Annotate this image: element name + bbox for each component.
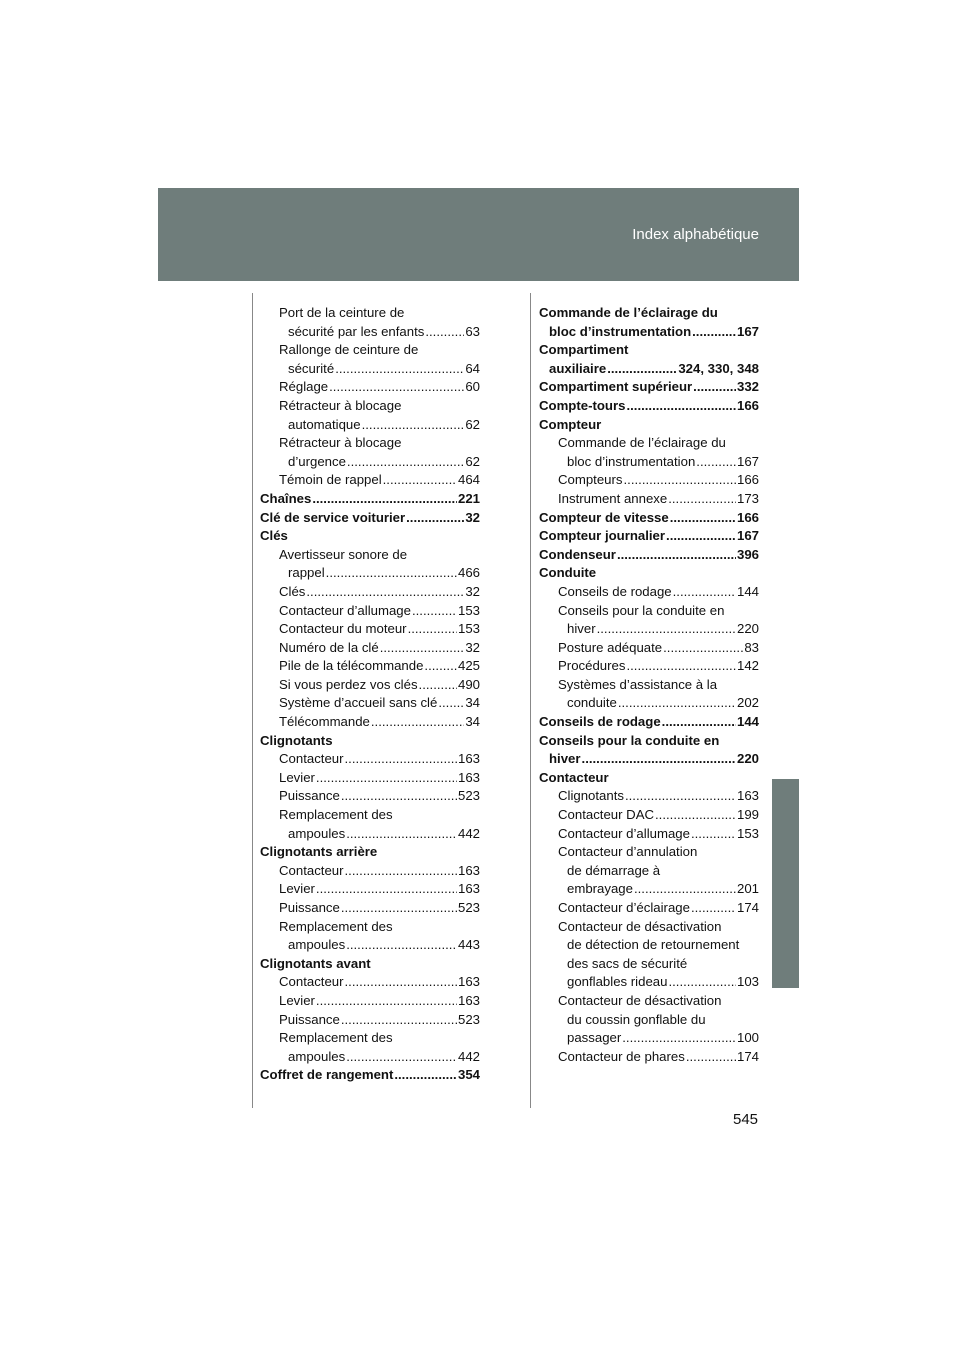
index-entry — [539, 397, 759, 416]
index-entry-page: 62 — [465, 453, 480, 469]
index-entry — [260, 397, 480, 416]
dot-leader — [625, 787, 736, 806]
index-entry-page: 199 — [736, 807, 759, 823]
index-entry-text: Compteur — [539, 416, 602, 432]
index-entry-text: Contacteur du moteur — [279, 621, 407, 637]
dot-leader — [634, 880, 736, 899]
index-entry-page: 60 — [465, 379, 480, 395]
index-entry — [260, 360, 480, 379]
index-entry — [539, 620, 759, 639]
index-entry — [260, 862, 480, 881]
index-entry-text: bloc d’instrumentation — [549, 323, 692, 339]
dot-leader — [597, 620, 736, 639]
index-entry-text: sécurité par les enfants — [288, 323, 425, 339]
index-entry-text: Conseils de rodage — [539, 714, 661, 730]
index-entry-text: Système d’accueil sans clé — [279, 695, 438, 711]
index-entry-page: 100 — [736, 1030, 759, 1046]
index-entry — [539, 843, 759, 862]
index-entry — [539, 1029, 759, 1048]
index-entry-text: Clignotants avant — [260, 955, 371, 971]
dot-leader — [668, 973, 736, 992]
index-entry-text: Posture adéquate — [558, 639, 663, 655]
index-entry-text: Systèmes d’assistance à la — [558, 676, 718, 692]
index-entry-page: 163 — [457, 992, 480, 1008]
index-entry — [539, 304, 759, 323]
index-entry-text: d’urgence — [288, 453, 346, 469]
index-entry-text: Commande de l’éclairage du — [539, 305, 718, 320]
index-entry-text: Clé de service voiturier — [260, 509, 406, 525]
index-entry-text: Contacteur d’allumage — [558, 825, 690, 841]
index-entry — [260, 639, 480, 658]
index-entry — [260, 341, 480, 360]
index-entry — [260, 620, 480, 639]
index-entry-page: 142 — [736, 658, 759, 674]
index-entry-page: 174 — [736, 900, 759, 915]
index-entry-page: 354 — [457, 1067, 480, 1083]
index-entry — [539, 546, 759, 565]
index-entry — [260, 1011, 480, 1030]
header-title: Index alphabétique — [632, 226, 759, 243]
index-entry — [260, 787, 480, 806]
index-entry-page: 174 — [736, 1048, 759, 1064]
index-entry — [260, 471, 480, 490]
index-entry — [260, 992, 480, 1011]
index-entry-text: Réglage — [279, 379, 329, 395]
index-entry — [539, 378, 759, 397]
index-entry-text: Clés — [260, 528, 288, 544]
index-entry — [260, 843, 480, 862]
index-entry-text: Rétracteur à blocage — [279, 397, 402, 413]
dot-leader — [341, 1011, 457, 1030]
index-entry — [260, 527, 480, 546]
dot-leader — [316, 992, 457, 1011]
index-entry-text: Témoin de rappel — [279, 472, 382, 488]
index-entry-text: Puissance — [279, 788, 340, 804]
index-entry — [260, 899, 480, 918]
index-entry-text: de démarrage à — [567, 862, 661, 878]
dot-leader — [668, 490, 736, 509]
index-entry-page: 464 — [457, 472, 480, 488]
dot-leader — [347, 453, 464, 472]
index-entry — [539, 583, 759, 602]
index-entry-text: Procédures — [558, 658, 626, 674]
index-entry-page: 153 — [736, 825, 759, 841]
index-entry-page: 144 — [736, 714, 759, 730]
index-entry-page: 103 — [736, 974, 759, 990]
dot-leader — [582, 750, 736, 769]
index-entry-text: Contacteur — [279, 862, 344, 878]
dot-leader — [380, 639, 465, 658]
index-entry-text: Numéro de la clé — [279, 639, 379, 655]
index-entry — [260, 676, 480, 695]
dot-leader — [617, 546, 736, 565]
dot-leader — [662, 713, 736, 732]
dot-leader — [686, 1048, 736, 1067]
index-entry-text: Compteur journalier — [539, 528, 666, 544]
index-entry-text: Si vous perdez vos clés — [279, 676, 418, 692]
dot-leader — [346, 936, 457, 955]
index-entry — [539, 918, 759, 937]
index-entry-text: Compte-tours — [539, 397, 626, 413]
dot-leader — [383, 471, 457, 490]
index-entry — [260, 583, 480, 602]
index-entry — [539, 880, 759, 899]
page-number: 545 — [733, 1111, 759, 1128]
index-entry — [539, 490, 759, 509]
index-entry-text: Rallonge de ceinture de — [279, 342, 419, 358]
index-entry-text: Télécommande — [279, 714, 370, 730]
index-entry-text: sécurité — [288, 360, 335, 376]
column-divider-left — [252, 293, 253, 1108]
index-entry-text: Contacteur — [539, 769, 609, 785]
index-entry — [539, 713, 759, 732]
index-entry — [539, 564, 759, 583]
index-entry — [539, 360, 759, 379]
dot-leader — [607, 360, 677, 379]
index-entry-text: gonflables rideau — [567, 974, 668, 990]
index-entry-text: Contacteur de désactivation — [558, 992, 722, 1008]
dot-leader — [626, 397, 736, 416]
index-entry-text: Port de la ceinture de — [279, 305, 405, 320]
index-entry — [539, 471, 759, 490]
index-entry — [260, 880, 480, 899]
index-entry-text: Clignotants arrière — [260, 844, 378, 860]
index-entry — [260, 936, 480, 955]
dot-leader — [406, 509, 464, 528]
index-entry-text: Contacteur de désactivation — [558, 918, 722, 934]
dot-leader — [306, 583, 464, 602]
index-entry-text: Pile de la télécommande — [279, 658, 424, 674]
column-divider-middle — [530, 293, 531, 1108]
index-entry — [260, 769, 480, 788]
index-entry — [260, 1029, 480, 1048]
index-entry-page: 466 — [457, 565, 480, 581]
index-entry-text: embrayage — [567, 881, 633, 897]
dot-leader — [394, 1066, 457, 1085]
index-entry-text: Condenseur — [539, 546, 616, 562]
index-entry-text: Remplacement des — [279, 807, 393, 823]
dot-leader — [425, 323, 464, 342]
index-entry — [539, 694, 759, 713]
index-entry — [539, 1011, 759, 1030]
index-entry — [539, 825, 759, 844]
index-entry-text: Levier — [279, 881, 315, 897]
index-entry-text: hiver — [549, 751, 581, 767]
index-entry — [539, 936, 759, 955]
dot-leader — [663, 639, 743, 658]
index-entry-page: 32 — [465, 509, 480, 525]
dot-leader — [622, 1029, 736, 1048]
index-column-right — [539, 304, 759, 1066]
index-entry-page: 202 — [736, 695, 759, 711]
section-tab — [772, 779, 799, 988]
index-entry-text: Levier — [279, 992, 315, 1008]
index-entry — [260, 304, 480, 323]
index-entry — [260, 416, 480, 435]
index-entry — [260, 732, 480, 751]
dot-leader — [341, 899, 457, 918]
index-entry-page: 163 — [457, 881, 480, 897]
index-entry-page: 167 — [736, 453, 759, 469]
index-entry-page: 166 — [736, 472, 759, 488]
index-entry — [260, 1066, 480, 1085]
index-entry-text: Puissance — [279, 900, 340, 915]
dot-leader — [696, 453, 736, 472]
index-entry — [539, 341, 759, 360]
index-entry — [260, 1048, 480, 1067]
index-entry — [260, 490, 480, 509]
dot-leader — [419, 676, 457, 695]
index-entry-text: Contacteur — [279, 751, 344, 767]
index-entry — [260, 973, 480, 992]
index-entry-page: 324, 330, 348 — [678, 360, 759, 376]
index-entry-text: passager — [567, 1030, 622, 1046]
index-entry — [260, 918, 480, 937]
dot-leader — [346, 825, 457, 844]
index-entry — [539, 527, 759, 546]
index-entry-text: Compartiment — [539, 342, 629, 358]
index-entry-text: conduite — [567, 695, 617, 711]
index-entry-text: Conseils pour la conduite en — [558, 602, 725, 618]
dot-leader — [693, 378, 736, 397]
dot-leader — [326, 564, 457, 583]
index-entry-text: Compteurs — [558, 472, 623, 488]
index-entry — [539, 806, 759, 825]
dot-leader — [412, 602, 457, 621]
index-entry — [260, 453, 480, 472]
index-entry — [539, 992, 759, 1011]
dot-leader — [624, 471, 736, 490]
dot-leader — [335, 360, 464, 379]
index-entry-text: Remplacement des — [279, 918, 393, 934]
index-entry — [539, 657, 759, 676]
index-entry — [539, 676, 759, 695]
index-entry-page: 62 — [465, 416, 480, 432]
index-entry-text: Contacteur d’allumage — [279, 602, 411, 618]
index-entry-page: 442 — [457, 825, 480, 841]
index-entry — [539, 639, 759, 658]
dot-leader — [691, 825, 736, 844]
dot-leader — [673, 583, 736, 602]
index-entry-page: 63 — [465, 323, 480, 339]
index-entry-page: 163 — [457, 751, 480, 767]
index-entry-text: ampoules — [288, 937, 346, 953]
index-entry — [539, 862, 759, 881]
dot-leader — [362, 416, 465, 435]
index-entry-text: auxiliaire — [549, 360, 607, 376]
index-entry — [260, 546, 480, 565]
dot-leader — [655, 806, 736, 825]
index-entry-text: Compteur de vitesse — [539, 509, 669, 525]
dot-leader — [341, 787, 457, 806]
dot-leader — [345, 862, 457, 881]
index-entry — [539, 732, 759, 751]
index-entry-text: ampoules — [288, 825, 346, 841]
index-entry-page: 34 — [465, 714, 480, 730]
index-entry-page: 523 — [457, 1011, 480, 1027]
index-entry-page: 220 — [736, 621, 759, 637]
index-entry-text: Compartiment supérieur — [539, 379, 693, 395]
index-entry-page: 166 — [736, 509, 759, 525]
dot-leader — [692, 323, 736, 342]
index-entry-page: 163 — [457, 769, 480, 785]
index-entry-page: 64 — [465, 360, 480, 376]
index-entry-page: 173 — [736, 490, 759, 506]
index-entry-page: 163 — [457, 862, 480, 878]
index-entry-text: Clés — [279, 583, 306, 599]
index-entry — [539, 453, 759, 472]
index-entry — [260, 434, 480, 453]
index-entry — [260, 750, 480, 769]
dot-leader — [691, 899, 736, 918]
index-entry-text: Contacteur d’annulation — [558, 844, 698, 860]
index-entry — [539, 769, 759, 788]
index-entry — [260, 602, 480, 621]
dot-leader — [316, 769, 457, 788]
index-entry-text: des sacs de sécurité — [567, 955, 688, 971]
index-entry-text: Conseils pour la conduite en — [539, 732, 720, 748]
index-entry — [539, 1048, 759, 1067]
index-entry-text: Coffret de rangement — [260, 1067, 394, 1083]
dot-leader — [346, 1048, 457, 1067]
index-entry-text: Clignotants — [260, 732, 333, 748]
dot-leader — [345, 973, 457, 992]
index-entry-text: du coussin gonflable du — [567, 1011, 706, 1027]
dot-leader — [345, 750, 457, 769]
index-entry — [539, 973, 759, 992]
index-entry-page: 523 — [457, 788, 480, 804]
index-entry-page: 166 — [736, 397, 759, 413]
index-entry — [260, 955, 480, 974]
index-entry-page: 83 — [744, 639, 759, 655]
index-entry-page: 163 — [457, 974, 480, 990]
index-entry-text: Rétracteur à blocage — [279, 435, 402, 451]
index-entry — [539, 602, 759, 621]
index-entry-page: 167 — [736, 323, 759, 339]
index-entry — [260, 694, 480, 713]
index-entry-page: 32 — [465, 639, 480, 655]
index-entry — [260, 378, 480, 397]
index-entry-text: Chaînes — [260, 490, 312, 506]
index-entry-page: 332 — [736, 379, 759, 395]
index-entry-page: 32 — [465, 583, 480, 599]
index-entry-text: Avertisseur sonore de — [279, 546, 408, 562]
index-entry-text: Levier — [279, 769, 315, 785]
dot-leader — [424, 657, 457, 676]
index-entry — [260, 806, 480, 825]
index-entry-text: Instrument annexe — [558, 490, 668, 506]
index-entry — [539, 509, 759, 528]
index-entry-page: 34 — [465, 695, 480, 711]
index-entry — [539, 787, 759, 806]
index-entry-text: Conseils de rodage — [558, 583, 672, 599]
index-entry-text: Conduite — [539, 565, 597, 581]
index-entry-text: Remplacement des — [279, 1030, 393, 1046]
index-entry-page: 425 — [457, 658, 480, 674]
dot-leader — [408, 620, 457, 639]
index-entry-page: 443 — [457, 937, 480, 953]
index-column-left — [260, 304, 480, 1085]
index-entry-page: 153 — [457, 621, 480, 637]
index-entry-text: rappel — [288, 565, 325, 581]
index-entry-page: 167 — [736, 528, 759, 544]
index-entry — [539, 434, 759, 453]
index-entry-page: 153 — [457, 602, 480, 618]
index-entry-page: 144 — [736, 583, 759, 599]
index-entry-page: 442 — [457, 1048, 480, 1064]
index-entry-page: 221 — [457, 490, 480, 506]
index-entry — [260, 509, 480, 528]
index-entry-text: Contacteur de phares — [558, 1048, 685, 1064]
index-entry-page: 163 — [736, 788, 759, 804]
index-entry-text: ampoules — [288, 1048, 346, 1064]
index-entry-text: Commande de l’éclairage du — [558, 435, 726, 451]
index-entry — [260, 825, 480, 844]
index-entry — [539, 416, 759, 435]
index-entry — [539, 899, 759, 918]
index-entry — [260, 323, 480, 342]
dot-leader — [666, 527, 736, 546]
index-entry-text: automatique — [288, 416, 361, 432]
dot-leader — [670, 509, 736, 528]
index-entry-page: 396 — [736, 546, 759, 562]
index-entry-text: Puissance — [279, 1011, 340, 1027]
index-entry — [260, 657, 480, 676]
dot-leader — [626, 657, 736, 676]
index-entry-text: de détection de retournement — [567, 937, 740, 953]
index-entry — [260, 713, 480, 732]
index-entry — [539, 955, 759, 974]
index-entry-text: hiver — [567, 621, 596, 637]
index-entry — [539, 323, 759, 342]
index-entry-page: 490 — [457, 676, 480, 692]
index-entry-page: 220 — [736, 751, 759, 767]
index-entry-page: 201 — [736, 881, 759, 897]
index-entry — [539, 750, 759, 769]
page-header — [158, 188, 799, 281]
index-entry-text: bloc d’instrumentation — [567, 453, 696, 469]
index-entry-page: 523 — [457, 900, 480, 915]
dot-leader — [371, 713, 464, 732]
dot-leader — [316, 880, 457, 899]
dot-leader — [438, 694, 464, 713]
dot-leader — [312, 490, 457, 509]
index-entry — [260, 564, 480, 583]
index-entry-text: Contacteur DAC — [558, 807, 655, 823]
dot-leader — [329, 378, 464, 397]
index-entry-text: Clignotants — [558, 788, 624, 804]
index-entry-text: Contacteur — [279, 974, 344, 990]
index-entry-text: Contacteur d’éclairage — [558, 900, 690, 915]
dot-leader — [618, 694, 736, 713]
